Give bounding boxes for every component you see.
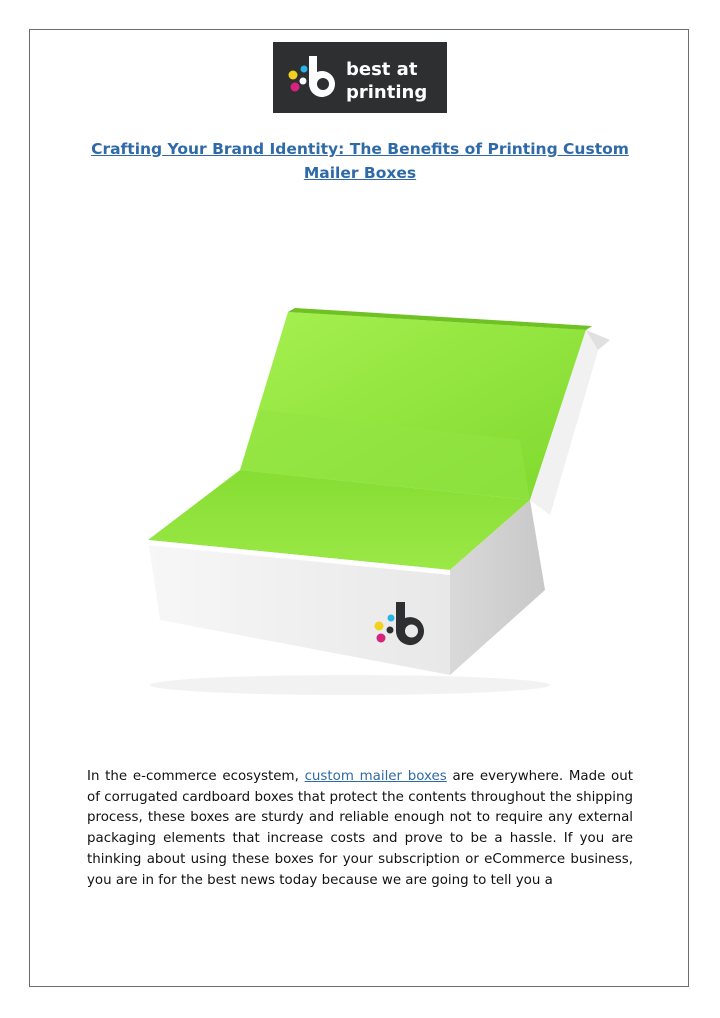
box-logo-dot-dark: [387, 627, 394, 634]
body-text-intro: In the e-commerce ecosystem,: [87, 769, 305, 784]
logo-dot-magenta: [291, 83, 300, 92]
body-text-rest: are everywhere. Made out of corrugated cardboard boxes that protect the contents throughout the shipping process, these boxes are sturdy and reliable enough not to require any external packaging elements that increase costs and prove to be a hassle. If you are thinking about using these boxes for your subscription or eCommerce business, you are in for the best news today because we are going to tell you a: [87, 769, 633, 888]
box-logo-dot-magenta: [377, 634, 386, 643]
brand-logo: [273, 42, 447, 113]
article-title-line2[interactable]: Mailer Boxes: [303, 164, 417, 182]
article-body: [87, 767, 633, 891]
logo-text-line2: printing: [346, 82, 428, 103]
box-logo-dot-cyan: [388, 615, 395, 622]
box-shadow: [150, 675, 550, 695]
mailer-box-image: [120, 290, 640, 750]
logo-dot-yellow: [289, 71, 298, 80]
logo-b-glyph: [309, 56, 335, 97]
article-title[interactable]: [90, 137, 630, 185]
logo-dot-white: [300, 78, 307, 85]
mailer-box-illustration: [120, 290, 640, 750]
box-logo-dot-yellow: [375, 622, 384, 631]
logo-text-line1: best at: [346, 59, 418, 80]
logo-dot-cyan: [301, 66, 308, 73]
brand-logo-mark: [273, 42, 447, 113]
article-title-line1[interactable]: Crafting Your Brand Identity: The Benefits of Printing Custom: [91, 140, 629, 158]
custom-mailer-boxes-link[interactable]: custom mailer boxes: [304, 769, 447, 784]
